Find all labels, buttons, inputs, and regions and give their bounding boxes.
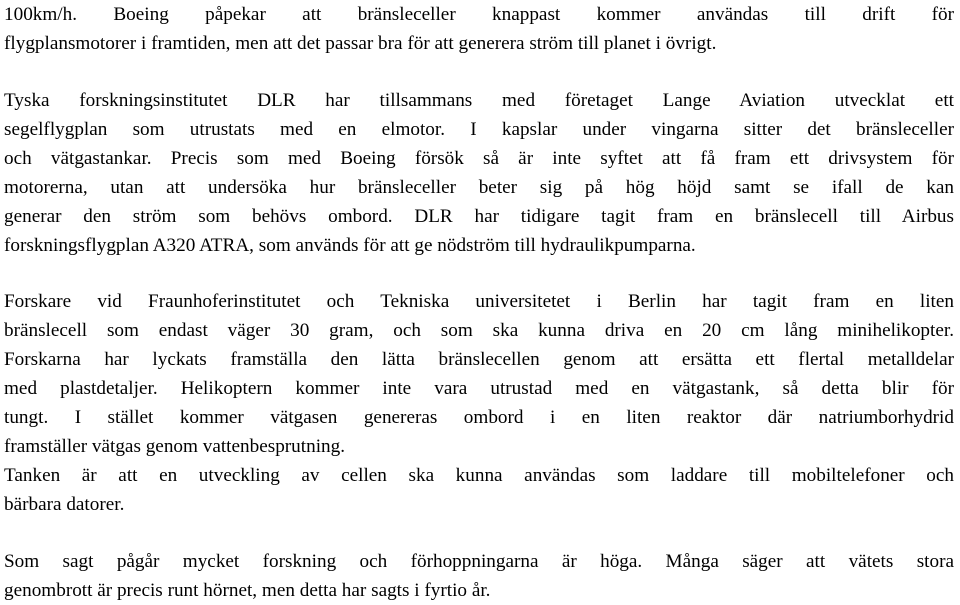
text-line: segelflygplan som utrustats med en elmotor. I kapslar under vingarna sitter det bränsleceller <box>4 118 954 140</box>
text-line: bärbara datorer. <box>4 494 125 515</box>
text-line: flygplansmotorer i framtiden, men att det passar bra för att generera ström till planet i övrigt. <box>4 33 717 54</box>
paragraph-4 <box>4 547 954 605</box>
text-line: Tanken är att en utveckling av cellen ska kunna användas som laddare till mobiltelefoner och <box>4 465 954 486</box>
paragraph-gap <box>4 58 954 86</box>
text-line: 100km/h. Boeing påpekar att bränsleceller knappast kommer användas till drift för <box>4 4 954 25</box>
text-line: Som sagt pågår mycket forskning och förhoppningarna är höga. Många säger att vätets stora <box>4 550 954 572</box>
text-line: genombrott är precis runt hörnet, men detta har sagts i fyrtio år. <box>4 579 491 601</box>
text-line: och vätgastankar. Precis som med Boeing försök så är inte syftet att få fram ett drivsystem för <box>4 147 954 169</box>
text-line: tungt. I stället kommer vätgasen genereras ombord i en liten reaktor där natriumborhydrid <box>4 407 954 428</box>
text-line: motorerna, utan att undersöka hur bränsleceller beter sig på hög höjd samt se ifall de kan <box>4 176 954 198</box>
text-line: forskningsflygplan A320 ATRA, som används för att ge nödström till hydraulikpumparna. <box>4 234 696 256</box>
paragraph-2 <box>4 86 954 260</box>
paragraph-gap <box>4 519 954 547</box>
paragraph-3 <box>4 287 954 519</box>
text-line: med plastdetaljer. Helikoptern kommer inte vara utrustad med en vätgastank, så detta blir för <box>4 378 954 399</box>
text-line: framställer vätgas genom vattenbesprutning. <box>4 436 346 457</box>
document-page <box>4 0 954 605</box>
text-line: generar den ström som behövs ombord. DLR har tidigare tagit fram en bränslecell till Airbus <box>4 205 954 227</box>
paragraph-gap <box>4 260 954 288</box>
text-line: Tyska forskningsinstitutet DLR har tillsammans med företaget Lange Aviation utvecklat ett <box>4 89 954 111</box>
paragraph-1 <box>4 0 954 58</box>
text-line: bränslecell som endast väger 30 gram, och som ska kunna driva en 20 cm lång minihelikopter. <box>4 320 954 341</box>
text-line: Forskare vid Fraunhoferinstitutet och Tekniska universitetet i Berlin har tagit fram en liten <box>4 291 954 312</box>
text-line: Forskarna har lyckats framställa den lätta bränslecellen genom att ersätta ett flertal metalldelar <box>4 349 954 370</box>
